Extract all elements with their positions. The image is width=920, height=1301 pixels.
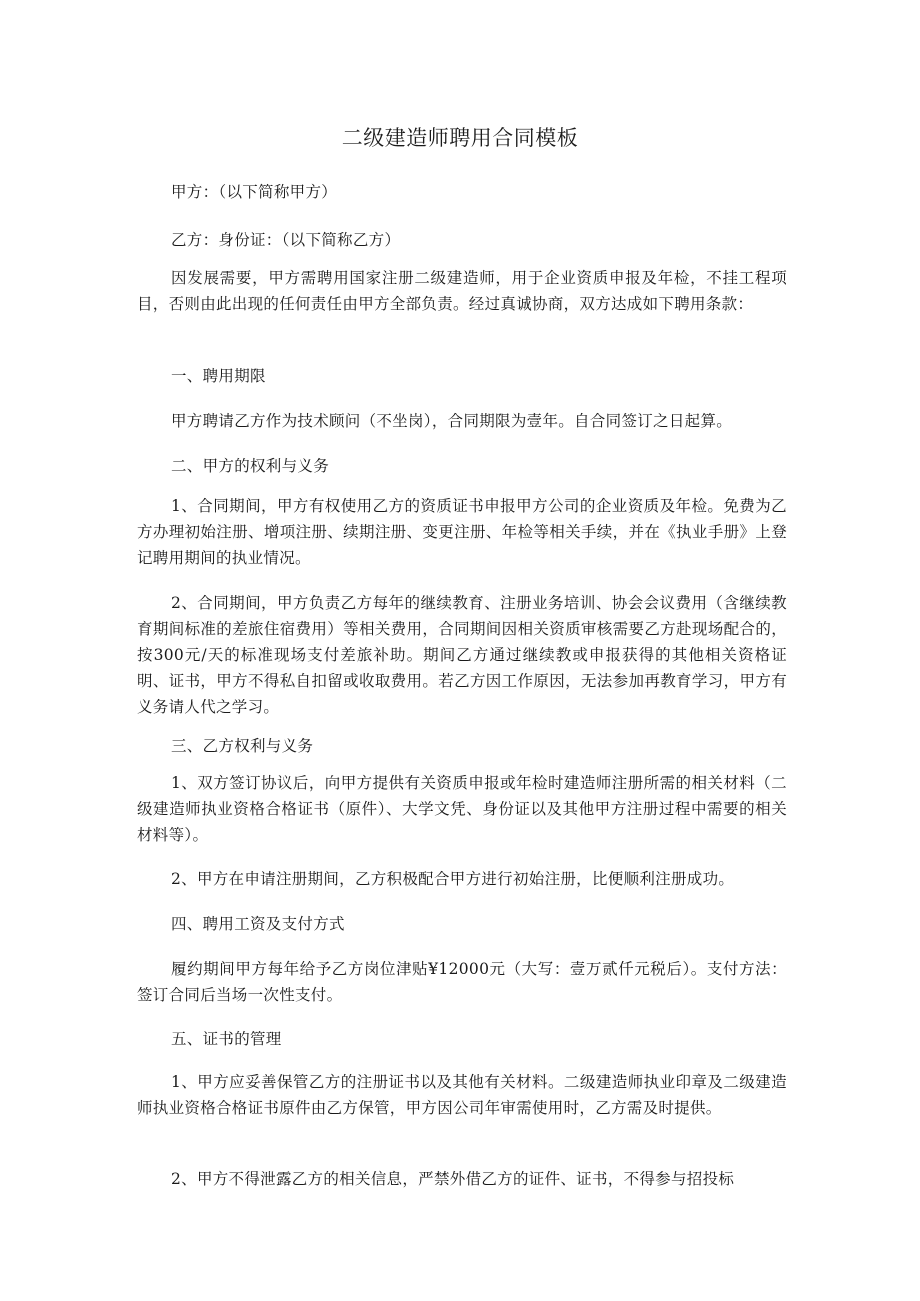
section-heading: 一、聘用期限 [171,367,266,385]
section-heading: 二、甲方的权利与义务 [171,457,330,475]
section-paragraph: 2、甲方在申请注册期间，乙方积极配合甲方进行初始注册，比便顺利注册成功。 [171,870,735,888]
section-paragraph: 1、合同期间，甲方有权使用乙方的资质证书申报甲方公司的企业资质及年检。免费为乙方办理初始注册、增项注册、续期注册、变更注册、年检等相关手续，并在《执业手册》上登记聘用期间的执业情况。 [137,497,787,567]
document-title: 二级建造师聘用合同模板 [341,126,579,150]
section-paragraph: 1、双方签订协议后，向甲方提供有关资质申报或年检时建造师注册所需的相关材料（二级建造师执业资格合格证书（原件）、大学文凭、身份证以及其他甲方注册过程中需要的相关材料等）。 [137,774,787,844]
section-heading: 三、乙方权利与义务 [171,737,314,755]
section-paragraph: 1、甲方应妥善保管乙方的注册证书以及其他有关材料。二级建造师执业印章及二级建造师执业资格合格证书原件由乙方保管，甲方因公司年审需使用时，乙方需及时提供。 [137,1073,787,1117]
section-paragraph: 2、甲方不得泄露乙方的相关信息，严禁外借乙方的证件、证书，不得参与招投标 [171,1170,735,1188]
party-b-line: 乙方：身份证：（以下简称乙方） [171,231,401,249]
party-a-line: 甲方：（以下简称甲方） [171,183,338,201]
section-paragraph: 履约期间甲方每年给予乙方岗位津贴¥12000元（大写：壹万贰仟元税后）。支付方法：签订合同后当场一次性支付。 [137,960,787,1004]
section-paragraph: 2、合同期间，甲方负责乙方每年的继续教育、注册业务培训、协会会议费用（含继续教育期间标准的差旅住宿费用）等相关费用，合同期间因相关资质审核需要乙方赴现场配合的，按300元/天的标准现场支付差旅补助。期间乙方通过继续教或申报获得的其他相关资格证明、证书，甲方不得私自扣留或收取费用。若乙方因工作原因，无法参加再教育学习，甲方有义务请人代之学习。 [137,594,787,716]
section-paragraph: 甲方聘请乙方作为技术顾问（不坐岗），合同期限为壹年。自合同签订之日起算。 [171,412,733,430]
section-heading: 四、聘用工资及支付方式 [171,915,345,933]
preamble-paragraph: 因发展需要，甲方需聘用国家注册二级建造师，用于企业资质申报及年检，不挂工程项目，否则由此出现的任何责任由甲方全部负责。经过真诚协商，双方达成如下聘用条款： [137,269,787,313]
section-heading: 五、证书的管理 [171,1030,282,1048]
